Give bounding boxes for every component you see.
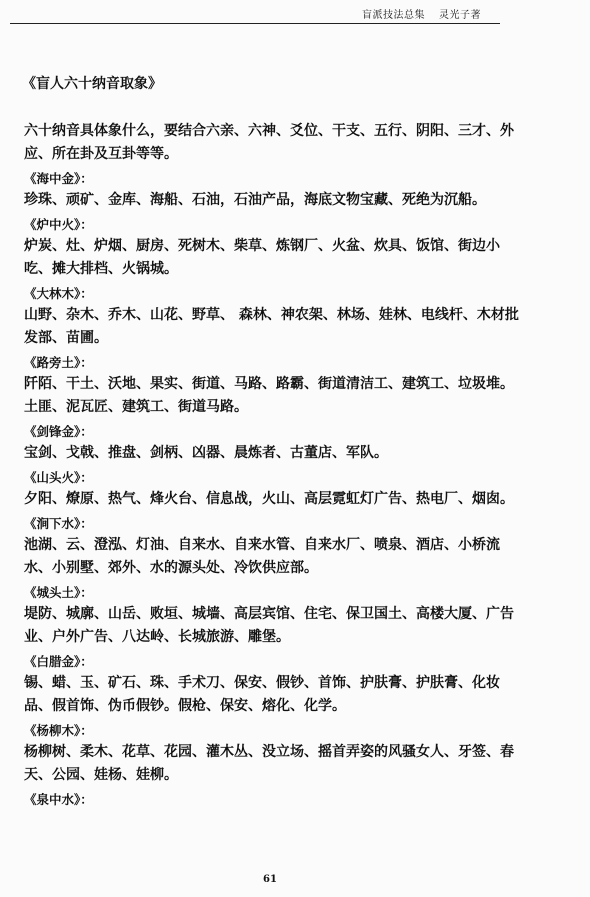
entry-lu-pang-tu (24, 352, 524, 419)
entry-items: 宝剑、戈戟、推盘、剑柄、凶器、晨炼者、古董店、军队。 (24, 445, 388, 461)
entry-jian-xia-shui (24, 513, 524, 580)
body-text (24, 120, 524, 812)
entry-label: 《大林木》： (24, 286, 93, 301)
entry-label: 《涧下水》： (24, 516, 93, 531)
entry-cheng-tou-tu (24, 582, 524, 649)
entry-items: 阡陌、干土、沃地、果实、街道、马路、路霸、街道清洁工、建筑工、垃圾堆。土匪、泥瓦匠、建筑工、街道马路。 (24, 376, 514, 415)
entry-da-lin-mu (24, 283, 524, 350)
entry-label: 《杨柳木》： (24, 723, 93, 738)
entry-items: 堤防、城廓、山岳、败垣、城墙、高层宾馆、住宅、保卫国土、高楼大厦、广告业、户外广告、八达岭、长城旅游、雕堡。 (24, 606, 514, 645)
header-book-title: 盲派技法总集 (362, 10, 425, 21)
entry-label: 《城头土》： (24, 585, 93, 600)
entry-jian-feng-jin (24, 421, 524, 465)
entry-items: 夕阳、燎原、热气、烽火台、信息战，火山、高层霓虹灯广告、热电厂、烟囱。 (24, 491, 514, 507)
entry-items: 炉炭、灶、炉烟、厨房、死树木、柴草、炼钢厂、火盆、炊具、饭馆、街边小吃、摊大排档、火锅城。 (24, 238, 500, 277)
entry-shan-tou-huo (24, 467, 524, 511)
entry-yang-liu-mu (24, 720, 524, 787)
entry-label: 《剑锋金》： (24, 424, 93, 439)
entry-label: 《山头火》： (24, 470, 93, 485)
entry-label: 《路旁土》： (24, 355, 93, 370)
entry-label: 《海中金》： (24, 171, 93, 186)
entry-lu-zhong-huo (24, 214, 524, 281)
entry-items: 山野、杂木、乔木、山花、野草、 森林、神农架、林场、娃林、电线杆、木材批发部、苗圃。 (24, 307, 519, 346)
header-author: 灵光子著 (439, 10, 481, 21)
entry-items: 池湖、云、澄泓、灯油、自来水、自来水管、自来水厂、喷泉、酒店、小桥流水、小别墅、郊外、水的源头处、冷饮供应部。 (24, 537, 500, 576)
header-rule (10, 23, 500, 24)
entry-items: 杨柳树、柔木、花草、花园、灌木丛、没立场、摇首弄姿的风骚女人、牙签、春天、公园、娃杨、娃柳。 (24, 744, 514, 783)
running-header (362, 6, 481, 21)
entry-label: 《白腊金》： (24, 654, 93, 669)
entry-bai-la-jin (24, 651, 524, 718)
entry-items: 珍珠、顽矿、金库、海船、石油，石油产品，海底文物宝藏、死绝为沉船。 (24, 192, 486, 208)
page-number: 61 (263, 874, 277, 885)
entry-label: 《泉中水》： (24, 792, 93, 807)
entry-quan-zhong-shui (24, 789, 524, 810)
intro-paragraph: 六十纳音具体象什么，要结合六亲、六神、爻位、干支、五行、阴阳、三才、外应、所在卦及互卦等等。 (24, 123, 514, 162)
section-title: 《盲人六十纳音取象》 (22, 76, 162, 92)
entry-hai-zhong-jin (24, 168, 524, 212)
entry-label: 《炉中火》： (24, 217, 93, 232)
entry-items: 锡、蜡、玉、矿石、珠、手术刀、保安、假钞、首饰、护肤膏、护肤膏、化妆品、假首饰、伪币假钞。假枪、保安、熔化、化学。 (24, 675, 500, 714)
